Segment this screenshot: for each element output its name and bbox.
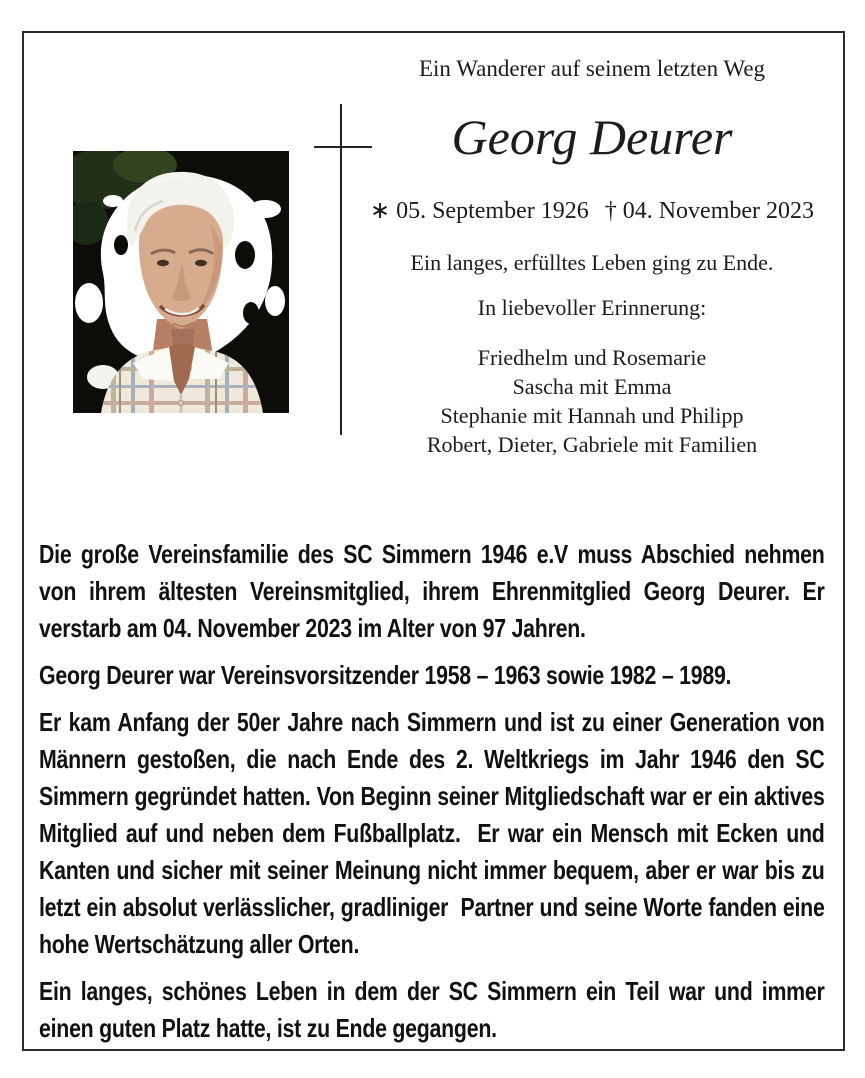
obituary-text [39,536,831,1047]
obituary-paragraph: Ein langes, schönes Leben in dem der SC Simmern ein Teil war und immer einen guten Platz hatte, ist zu Ende gegangen. [39,976,831,1043]
obituary-paragraph: Er kam Anfang der 50er Jahre nach Simmern und ist zu einer Generation von Männern gestoßen, die nach Ende des 2. Weltkriegs im Jahr 1946 den SC Simmern gegründet hatten. Von Beginn seiner Mitgliedschaft war er ein aktives Mitglied auf und neben dem Fußballplatz. Er war ein Mensch mit Ecken und Kanten und sicher mit seiner Meinung nicht immer bequem, aber er war bis zu letzt ein absolut verlässlicher, gradliniger Partner und seine Worte fanden eine hohe Wertschätzung aller Orten. [39,707,831,959]
obituary-paragraph: Georg Deurer war Vereinsvorsitzender 1958 – 1963 sowie 1982 – 1989. [39,660,732,690]
mourner-line: Sascha mit Emma [512,374,672,399]
motto: Ein Wanderer auf seinem letzten Weg [418,56,766,81]
deceased-name: Georg Deurer [451,109,733,165]
obituary-paragraph: Die große Vereinsfamilie des SC Simmern 1946 e.V muss Abschied nehmen von ihrem ältesten Vereinsmitglied, ihrem Ehrenmitglied Georg Deurer. Er verstarb am 04. November 2023 im Alter von 97 Jahren. [39,539,831,643]
mourners-list [327,343,857,459]
mourner-line: Friedhelm und Rosemarie [477,345,707,370]
death-date: 04. November 2023 [622,198,815,224]
portrait-photo [73,151,289,413]
mourner-line: Robert, Dieter, Gabriele mit Familien [426,432,758,457]
mourner-line: Stephanie mit Hannah und Philipp [440,403,744,428]
card-frame [22,31,845,1051]
death-dagger-icon: † [604,198,617,224]
closing-line: Ein langes, erfülltes Leben ging zu Ende. [410,250,774,275]
memorial-intro: In liebevoller Erinnerung: [477,295,707,320]
life-dates [327,196,857,227]
card-right-column [327,33,857,459]
birth-date: 05. September 1926 [396,198,589,224]
birth-star-icon: ∗ [369,198,391,224]
